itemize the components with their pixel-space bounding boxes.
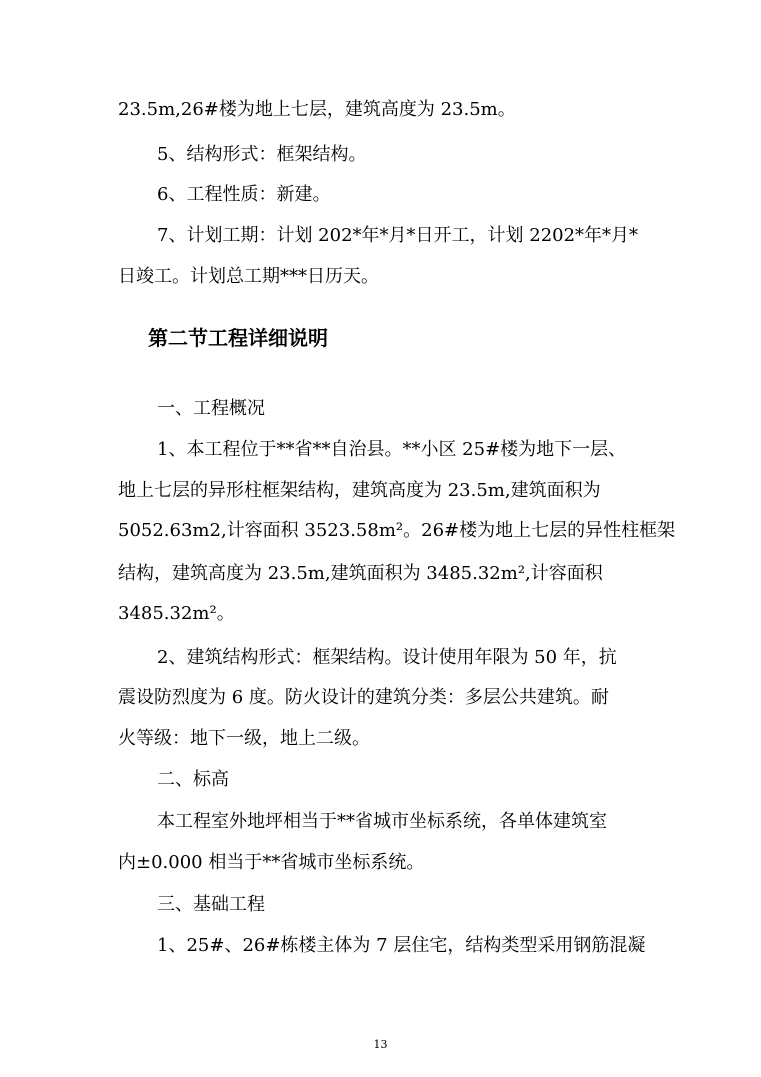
text-line: 火等级：地下一级，地上二级。 <box>118 728 370 749</box>
text-line: 日竣工。计划总工期***日历天。 <box>118 266 379 287</box>
text-line: 3485.32m²。 <box>118 603 235 624</box>
text-line: 震设防烈度为 6 度。防火设计的建筑分类：多层公共建筑。耐 <box>118 687 609 708</box>
text-line: 2、建筑结构形式：框架结构。设计使用年限为 50 年，抗 <box>157 647 617 668</box>
text-line: 6、工程性质：新建。 <box>157 184 331 205</box>
text-line: 一、工程概况 <box>157 398 265 419</box>
section-heading: 第二节工程详细说明 <box>148 326 328 350</box>
text-line: 1、25#、26#栋楼主体为 7 层住宅，结构类型采用钢筋混凝 <box>157 935 646 956</box>
text-line: 内±0.000 相当于**省城市坐标系统。 <box>118 852 425 873</box>
text-line: 7、计划工期：计划 202*年*月*日开工，计划 2202*年*月* <box>157 225 639 246</box>
text-line: 地上七层的异形柱框架结构，建筑高度为 23.5m,建筑面积为 <box>118 480 601 501</box>
text-line: 5052.63m2,计容面积 3523.58m²。26#楼为地上七层的异性柱框架 <box>118 520 676 541</box>
text-line: 本工程室外地坪相当于**省城市坐标系统，各单体建筑室 <box>157 811 607 832</box>
page-number: 13 <box>373 1038 388 1051</box>
text-line: 23.5m,26#楼为地上七层，建筑高度为 23.5m。 <box>118 99 516 120</box>
text-line: 1、本工程位于**省**自治县。**小区 25#楼为地下一层、 <box>157 439 627 460</box>
text-line: 结构，建筑高度为 23.5m,建筑面积为 3485.32m²,计容面积 <box>118 563 603 584</box>
text-line: 5、结构形式：框架结构。 <box>157 144 367 165</box>
text-line: 三、基础工程 <box>157 894 265 915</box>
text-line: 二、标高 <box>157 769 229 790</box>
